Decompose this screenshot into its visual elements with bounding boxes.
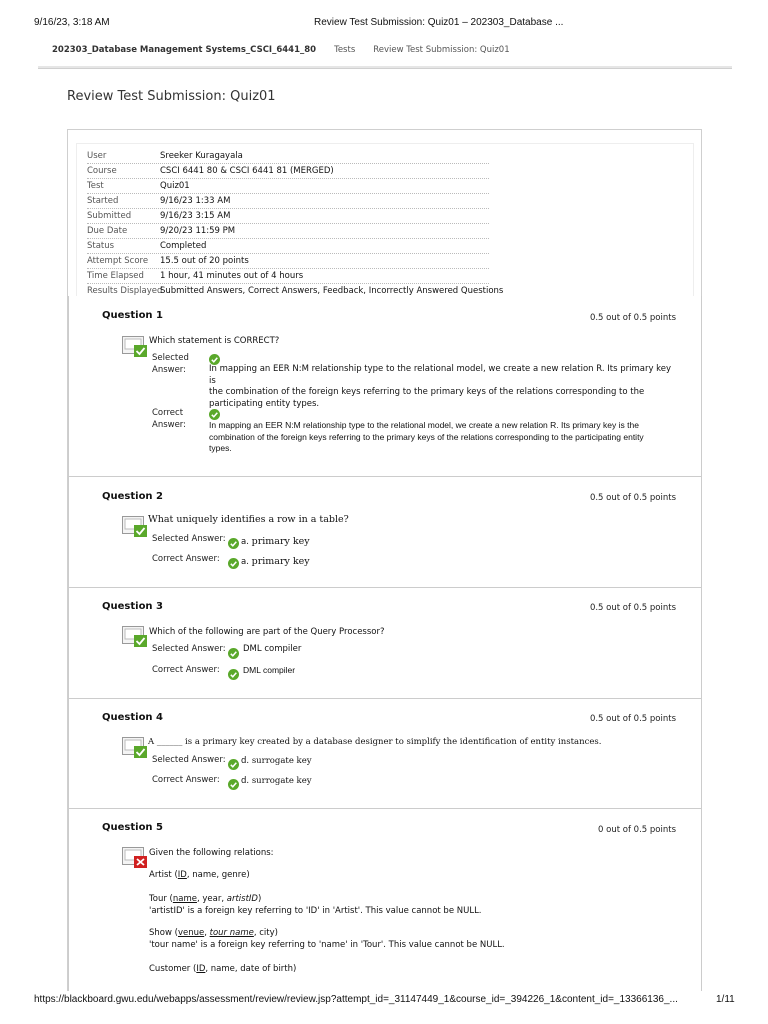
selected-answer — [241, 756, 312, 768]
correct-answer-label: Correct Answer: — [152, 775, 220, 785]
question-title: Question 3 — [102, 601, 163, 612]
selected-answer-label: Selected — [152, 353, 189, 363]
question-1 — [68, 296, 702, 476]
relation-attrs: , name, genre) — [186, 870, 250, 880]
selected-answer: DML compiler — [243, 644, 302, 654]
relation-close: ) — [257, 894, 262, 904]
correct-answer-label: Correct Answer: — [152, 665, 220, 675]
breadcrumb-current: Review Test Submission: Quiz01 — [373, 45, 510, 55]
breadcrumb-divider — [38, 66, 732, 69]
correct-answer-label: Correct — [152, 408, 184, 418]
question-text: What uniquely identifies a row in a table? — [148, 514, 349, 525]
answer-text: primary key — [251, 536, 310, 547]
info-row — [87, 254, 489, 269]
print-header — [0, 17, 768, 31]
breadcrumb-tests[interactable]: Tests — [334, 45, 356, 55]
checkmark-icon — [228, 648, 239, 659]
question-text: Which of the following are part of the Query Processor? — [149, 627, 385, 637]
info-value: 9/16/23 1:33 AM — [160, 196, 231, 206]
checkmark-icon — [228, 779, 239, 790]
info-label: Course — [87, 166, 117, 176]
breadcrumb-course[interactable]: 202303_Database Management Systems_CSCI_6441_80 — [52, 45, 317, 55]
answer-prefix: d. — [241, 756, 250, 766]
info-value: Sreeker Kuragayala — [160, 151, 243, 161]
primary-key: venue — [177, 928, 205, 938]
question-points: 0 out of 0.5 points — [598, 825, 676, 835]
panel-border — [701, 699, 702, 809]
answer-prefix: d. — [241, 776, 250, 786]
primary-key: ID — [196, 964, 206, 974]
info-label: User — [87, 151, 107, 161]
correct-question-icon — [122, 737, 148, 759]
question-points: 0.5 out of 0.5 points — [589, 603, 676, 613]
panel-border — [701, 477, 702, 588]
question-3 — [68, 588, 702, 698]
correct-question-icon — [122, 626, 148, 648]
relation-artist — [149, 870, 250, 880]
answer-line: In mapping an EER N:M relationship type to the relational model, we create a new relation R. Its primary key is the — [209, 420, 639, 430]
answer-line: types. — [209, 443, 232, 453]
relation-name: Customer ( — [149, 964, 197, 974]
relation-customer — [149, 964, 296, 974]
incorrect-question-icon — [122, 847, 148, 869]
info-row — [87, 149, 489, 164]
relation-attrs: , name, date of birth) — [205, 964, 297, 974]
tour-fk-note: 'artistID' is a foreign key referring to 'ID' in 'Artist'. This value cannot be NULL. — [149, 906, 482, 916]
info-row — [87, 239, 489, 254]
answer-prefix: a. — [241, 557, 249, 567]
info-label: Submitted — [87, 211, 132, 221]
foreign-key: artistID — [226, 894, 258, 904]
info-value: Quiz01 — [160, 181, 190, 191]
correct-question-icon — [122, 336, 148, 358]
question-text: Which statement is CORRECT? — [149, 336, 280, 346]
question-title: Question 2 — [102, 491, 163, 502]
info-value: Completed — [160, 241, 207, 251]
info-value: 15.5 out of 20 points — [160, 256, 249, 266]
question-title: Question 5 — [102, 822, 163, 833]
panel-border — [701, 588, 702, 699]
relation-attrs: , city) — [253, 928, 278, 938]
primary-foreign-key: tour name — [209, 928, 254, 938]
relation-show — [149, 928, 278, 938]
relation-name: Artist ( — [149, 870, 178, 880]
info-label: Test — [87, 181, 104, 191]
info-label: Due Date — [87, 226, 128, 236]
answer-text: surrogate key — [251, 776, 312, 786]
print-datetime: 9/16/23, 3:18 AM — [34, 17, 110, 28]
correct-answer — [209, 420, 689, 455]
page-url: https://blackboard.gwu.edu/webapps/assessment/review/review.jsp?attempt_id=_31147449_1&course_id=_394226_1&content_id=_13366136_... — [34, 994, 678, 1005]
info-label: Time Elapsed — [87, 271, 144, 281]
question-text: Given the following relations: — [149, 848, 274, 858]
info-value: Submitted Answers, Correct Answers, Feedback, Incorrectly Answered Questions — [160, 286, 504, 296]
answer-line: combination of the foreign keys referring to the primary keys of the relations corresponding to the participating entity — [209, 431, 644, 442]
checkmark-icon — [228, 558, 239, 569]
panel-border — [701, 809, 702, 991]
info-label: Attempt Score — [87, 256, 149, 266]
question-2 — [68, 477, 702, 587]
panel-border — [68, 588, 69, 699]
panel-border — [68, 477, 69, 588]
answer-text: primary key — [251, 556, 310, 567]
question-title: Question 1 — [102, 310, 163, 321]
checkmark-icon — [209, 409, 220, 420]
panel-border — [68, 699, 69, 809]
show-fk-note: 'tour name' is a foreign key referring to 'name' in 'Tour'. This value cannot be NULL. — [149, 940, 505, 950]
question-text: A ______ is a primary key created by a database designer to simplify the identification of entity instances. — [148, 737, 602, 747]
relation-name: Show ( — [149, 928, 178, 938]
question-points: 0.5 out of 0.5 points — [589, 313, 676, 323]
info-value: 9/20/23 11:59 PM — [160, 226, 236, 236]
correct-answer: DML compiler — [243, 665, 296, 675]
info-row — [87, 179, 489, 194]
info-label: Results Displayed — [87, 286, 163, 296]
correct-answer-label: Answer: — [152, 420, 187, 430]
checkmark-icon — [228, 759, 239, 770]
question-4 — [68, 699, 702, 808]
correct-answer — [241, 776, 312, 788]
relation-sep: , — [204, 928, 210, 938]
selected-answer-label: Selected Answer: — [152, 644, 226, 654]
page-number: 1/11 — [716, 994, 735, 1005]
relation-attrs: , year, — [196, 894, 227, 904]
info-label: Started — [87, 196, 119, 206]
primary-key: name — [172, 894, 197, 904]
question-points: 0.5 out of 0.5 points — [589, 714, 676, 724]
relation-tour — [149, 894, 261, 904]
selected-answer-label: Selected Answer: — [152, 534, 226, 544]
question-5 — [68, 809, 702, 991]
correct-answer-label: Correct Answer: — [152, 554, 220, 564]
breadcrumb — [52, 45, 510, 55]
answer-line: the combination of the foreign keys referring to the primary keys of the relations corresponding to the — [209, 387, 645, 397]
checkmark-icon — [228, 538, 239, 549]
question-title: Question 4 — [102, 712, 163, 723]
info-row — [87, 164, 489, 179]
info-value: 1 hour, 41 minutes out of 4 hours — [160, 271, 304, 281]
info-value: 9/16/23 3:15 AM — [160, 211, 231, 221]
info-row — [87, 224, 489, 239]
answer-line: participating entity types. — [209, 398, 320, 409]
attempt-info-table — [76, 143, 694, 297]
answer-line: In mapping an EER N:M relationship type to the relational model, we create a new relation R. Its primary key is — [209, 364, 672, 386]
info-row — [87, 269, 489, 284]
selected-answer — [209, 364, 679, 410]
panel-border — [68, 296, 69, 477]
checkmark-icon — [228, 669, 239, 680]
panel-border — [701, 296, 702, 477]
info-value: CSCI 6441 80 & CSCI 6441 81 (MERGED) — [160, 166, 334, 176]
question-points: 0.5 out of 0.5 points — [589, 493, 676, 503]
panel-border — [68, 809, 69, 991]
answer-prefix: a. — [241, 537, 249, 547]
selected-answer-label: Selected Answer: — [152, 755, 226, 765]
page-title: Review Test Submission: Quiz01 — [67, 89, 276, 104]
answer-text: surrogate key — [251, 756, 312, 766]
primary-key: ID — [177, 870, 187, 880]
print-doc-title: Review Test Submission: Quiz01 – 202303_Database ... — [314, 17, 564, 28]
relation-name: Tour ( — [149, 894, 173, 904]
info-row — [87, 194, 489, 209]
selected-answer — [241, 536, 310, 549]
info-label: Status — [87, 241, 115, 251]
info-row — [87, 209, 489, 224]
correct-answer — [241, 556, 310, 569]
selected-answer-label: Answer: — [152, 365, 187, 375]
correct-question-icon — [122, 516, 148, 538]
